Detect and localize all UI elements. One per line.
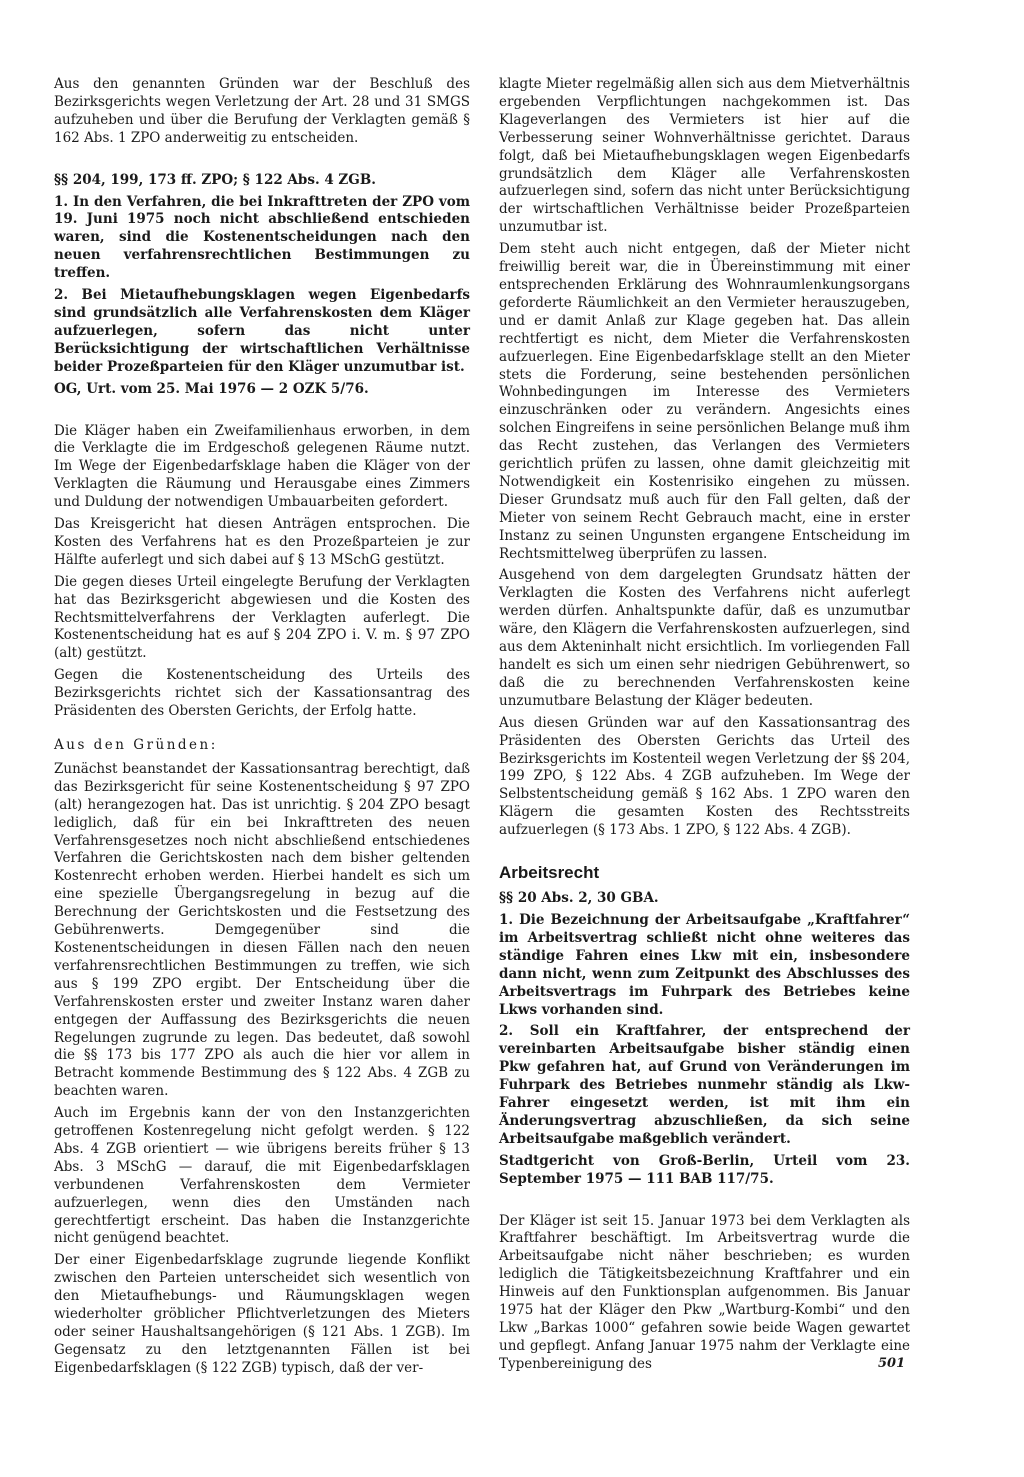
facts-paragraph: Die gegen dieses Urteil eingelegte Berufung der Verklagten hat das Bezirksgericht abgewiesen und die Kosten des Rechtsmittelverfahrens der Verklagten auferlegt. Die Kostenentscheidung hat es auf § 204 ZPO i. V. m. § 97 ZPO (alt) gestützt. bbox=[54, 573, 470, 662]
labor-facts-paragraph: Der Kläger ist seit 15. Januar 1973 bei dem Verklagten als Kraftfahrer beschäftigt. Im Arbeitsvertrag wurde die Arbeitsaufgabe nicht näher beschrieben; es wurden lediglich die Tätigkeitsbezeichnung Kraftfahrer und ein Hinweis auf den Funktionsplan aufgenommen. Bis Januar 1975 hat der Kläger den Pkw „Wartburg-Kombi“ und den Lkw „Barkas 1000“ gefahren sowie beide Wagen gewartet und gepflegt. Anfang Januar 1975 nahm der Verklagte eine Typenbereinigung des bbox=[499, 1212, 910, 1372]
facts-paragraph: Gegen die Kostenentscheidung des Urteils des Bezirksgerichts richtet sich der Kassationsantrag des Präsidenten des Obersten Gerichts, der Erfolg hatte. bbox=[54, 667, 470, 720]
right-column bbox=[499, 76, 910, 1374]
ruling-2-court: Stadtgericht von Groß-Berlin, Urteil vom 23. September 1975 — 111 BAB 117/75. bbox=[499, 1152, 910, 1187]
intro-paragraph: Aus den genannten Gründen war der Beschluß des Bezirksgerichts wegen Verletzung der Art. 28 und 31 SMGS aufzuheben und über die Berufung der Verklagten gemäß § 162 Abs. 1 ZPO anderweitig zu entscheiden. bbox=[54, 76, 470, 146]
left-column bbox=[54, 76, 470, 1378]
facts-paragraph: Die Kläger haben ein Zweifamilienhaus erworben, in dem die Verklagte die im Erdgeschoß gelegenen Räume nutzt. Im Wege der Eigenbedarfsklage haben die Kläger von der Verklagten die Räumung und Herausgabe eines Zimmers und Duldung der notwendigen Umbauarbeiten gefordert. bbox=[54, 422, 470, 511]
continuation-paragraph: Dem steht auch nicht entgegen, daß der Mieter nicht freiwillig bereit war, die in Übereinstimmung mit einer entsprechenden Erklärung des Wohnraumlenkungsorgans geforderte Räumlichkeit an den Vermieter herauszugeben, und er damit Anlaß zur Klage gegeben hat. Das allein rechtfertigt es nicht, dem Mieter die Verfahrenskosten aufzuerlegen. Eine Eigenbedarfsklage stellt an den Mieter stets die Forderung, seine bestehenden persönlichen Wohnbedingungen im Interesse des Vermieters einzuschränken oder zu verändern. Angesichts eines solchen Eingreifens in seine persönlichen Belange muß ihm das Recht zustehen, das Verlangen des Vermieters gerichtlich prüfen zu lassen, ohne damit gleichzeitig mit Notwendigkeit ein Kostenrisiko eingehen zu müssen. Dieser Grundsatz muß auch für den Fall gelten, daß der Mieter von seinem Recht Gebrauch macht, eine in erster Instanz zu seinen Ungunsten ergangene Entscheidung im Rechtsmittelweg überprüfen zu lassen. bbox=[499, 241, 910, 562]
reasons-paragraph: Der einer Eigenbedarfsklage zugrunde liegende Konflikt zwischen den Parteien unterscheidet sich wesentlich von den Mietaufhebungs- und Räumungsklagen wegen wiederholter gröblicher Pflichtverletzungen des Mieters oder seiner Haushaltsangehörigen (§ 121 Abs. 1 ZGB). Im Gegensatz zu den letztgenannten Fällen ist bei Eigenbedarfsklagen (§ 122 ZGB) typisch, daß der ver- bbox=[54, 1252, 470, 1376]
ruling-1-headnote-1: 1. In den Verfahren, die bei Inkrafttreten der ZPO vom 19. Juni 1975 noch nicht abschließend entschieden waren, sind die Kostenentscheidungen nach den neuen verfahrensrechtlichen Bestimmungen zu treffen. bbox=[54, 193, 470, 282]
ruling-2-citation: §§ 20 Abs. 2, 30 GBA. bbox=[499, 890, 659, 907]
page-number: 501 bbox=[878, 1356, 906, 1371]
ruling-2-headnote-1: 1. Die Bezeichnung der Arbeitsaufgabe „Kraftfahrer“ im Arbeitsvertrag schließt nicht ohne weiteres das ständige Fahren eines Lkw mit ein, insbesondere dann nicht, wenn zum Zeitpunkt des Abschlusses des Arbeitsvertrags im Fuhrpark des Betriebes keine Lkws vorhanden sind. bbox=[499, 911, 910, 1018]
reasons-paragraph: Auch im Ergebnis kann der von den Instanzgerichten getroffenen Kostenregelung nicht gefolgt werden. § 122 Abs. 4 ZGB orientiert — wie übrigens bereits früher § 13 Abs. 3 MSchG — darauf, die mit Eigenbedarfsklagen verbundenen Verfahrenskosten dem Vermieter aufzuerlegen, wenn dies den Umständen nach gerechtfertigt erscheint. Das haben die Instanzgerichte nicht genügend beachtet. bbox=[54, 1105, 470, 1247]
reasons-paragraph: Zunächst beanstandet der Kassationsantrag berechtigt, daß das Bezirksgericht für seine Kostenentscheidung § 97 ZPO (alt) herangezogen hat. Das ist unrichtig. § 204 ZPO besagt lediglich, daß für ein bei Inkrafttreten des neuen Verfahrensgesetzes noch nicht abschließend entschiedenes Verfahren die Gerichtskosten nach dem bisher geltenden Kostenrecht erhoben werden. Hierbei handelt es sich um eine spezielle Übergangsregelung in bezug auf die Berechnung der Gerichtskosten und die Festsetzung des Gebührenwerts. Demgegenüber sind die Kostenentscheidungen in diesen Fällen nach den neuen verfahrensrechtlichen Bestimmungen zu treffen, wie sich aus § 199 ZPO ergibt. Der Entscheidung über die Verfahrenskosten erster und zweiter Instanz waren daher entgegen der Auffassung des Bezirksgerichts die neuen Regelungen zugrunde zu legen. Das bedeutet, daß sowohl die §§ 173 bis 177 ZPO als auch die hier vor allem in Betracht kommende Bestimmung des § 122 Abs. 4 ZGB zu beachten waren. bbox=[54, 760, 470, 1100]
reasons-heading: Aus den Gründen: bbox=[54, 737, 218, 753]
ruling-1-court: OG, Urt. vom 25. Mai 1976 — 2 OZK 5/76. bbox=[54, 380, 369, 397]
ruling-2-headnote-2: 2. Soll ein Kraftfahrer, der entsprechend der vereinbarten Arbeitsaufgabe bisher ständig einen Pkw gefahren hat, auf Grund von Veränderungen im Fuhrpark des Betriebes nunmehr ständig als Lkw-Fahrer eingesetzt werden, ist mit ihm ein Änderungsvertrag abzuschließen, da sich seine Arbeitsaufgabe maßgeblich verändert. bbox=[499, 1023, 910, 1147]
ruling-1-headnote-2: 2. Bei Mietaufhebungsklagen wegen Eigenbedarfs sind grundsätzlich alle Verfahrenskosten dem Kläger aufzuerlegen, sofern das nicht unter Berücksichtigung der wirtschaftlichen Verhältnisse beider Prozeßparteien für den Kläger unzumutbar ist. bbox=[54, 287, 470, 375]
ruling-1-citation: §§ 204, 199, 173 ff. ZPO; § 122 Abs. 4 ZGB. bbox=[54, 171, 376, 188]
continuation-paragraph: Ausgehend von dem dargelegten Grundsatz hätten der Verklagten die Kosten des Verfahrens nicht auferlegt werden dürfen. Anhaltspunkte dafür, daß es unzumutbar wäre, den Klägern die Verfahrenskosten aufzuerlegen, sind aus dem Akteninhalt nicht ersichtlich. Im vorliegenden Fall handelt es sich um einen sehr niedrigen Gebührenwert, so daß die zu berechnenden Verfahrenskosten keine unzumutbare Belastung der Kläger bedeuten. bbox=[499, 567, 910, 709]
section-heading: Arbeitsrecht bbox=[499, 863, 600, 883]
continuation-paragraph: Aus diesen Gründen war auf den Kassationsantrag des Präsidenten des Obersten Gerichts das Urteil des Bezirksgerichts im Kostenteil wegen Verletzung der §§ 204, 199 ZPO, § 122 Abs. 4 ZGB aufzuheben. Im Wege der Selbstentscheidung gemäß § 162 Abs. 1 ZPO waren den Klägern die gesamten Kosten des Rechtsstreits aufzuerlegen (§ 173 Abs. 1 ZPO, § 122 Abs. 4 ZGB). bbox=[499, 714, 910, 839]
continuation-paragraph: klagte Mieter regelmäßig allen sich aus dem Mietverhältnis ergebenden Verpflichtungen nachgekommen ist. Das Klageverlangen des Vermieters ist hier auf die Verbesserung seiner Wohnverhältnisse gerichtet. Daraus folgt, daß bei Mietaufhebungsklagen wegen Eigenbedarfs grundsätzlich dem Kläger alle Verfahrenskosten aufzuerlegen sind, sofern das nicht unter Berücksichtigung der wirtschaftlichen Verhältnisse beider Prozeßparteien unzumutbar ist. bbox=[499, 76, 910, 236]
facts-paragraph: Das Kreisgericht hat diesen Anträgen entsprochen. Die Kosten des Verfahrens hat es den Prozeßparteien je zur Hälfte auferlegt und sich dabei auf § 13 MSchG gestützt. bbox=[54, 516, 470, 568]
